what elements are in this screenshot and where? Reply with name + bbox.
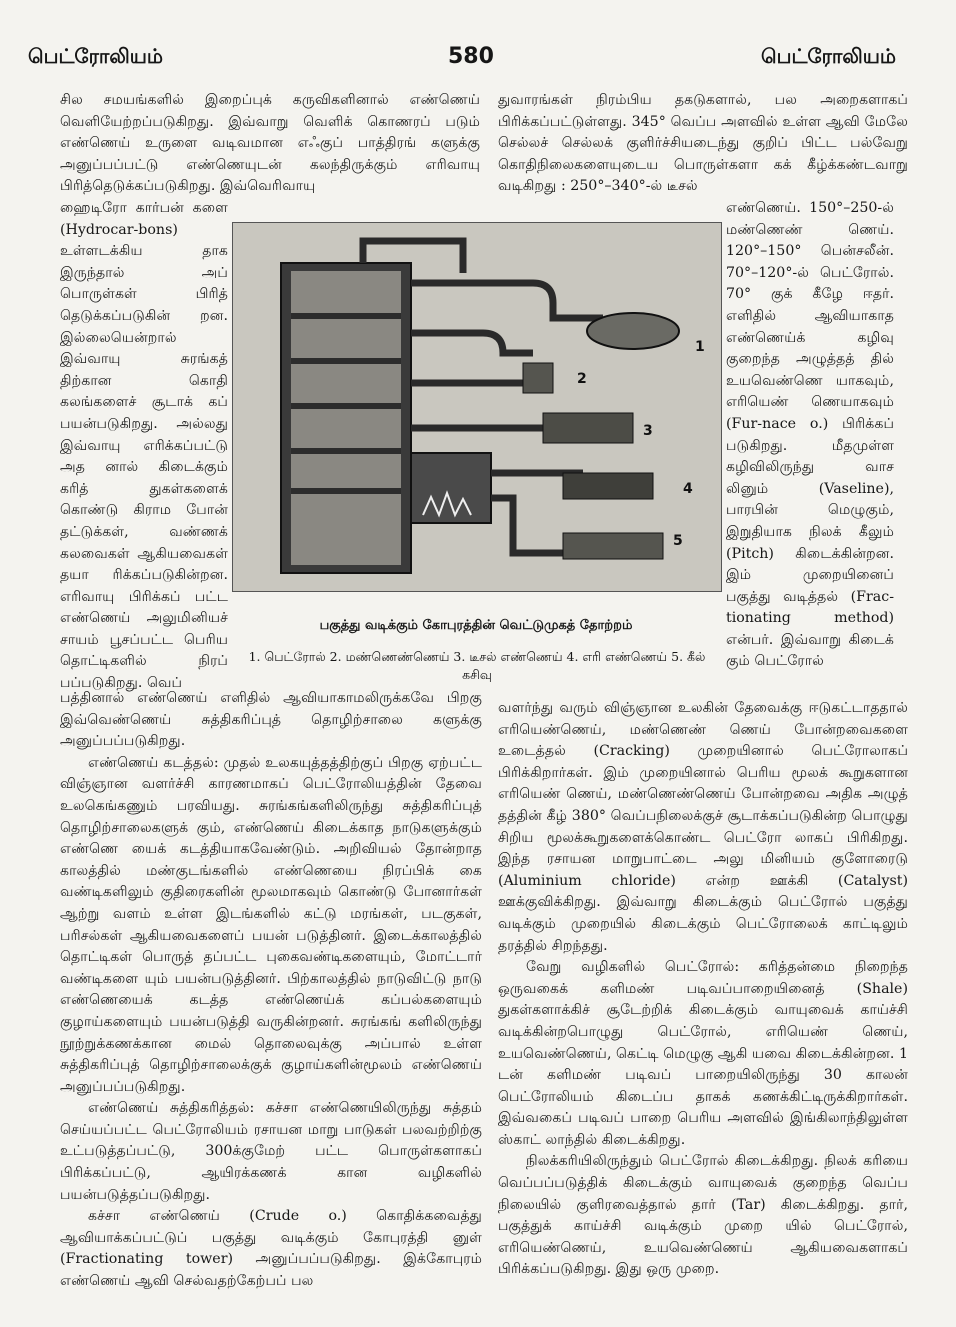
product-5-road — [563, 533, 663, 559]
paragraph: சில சமயங்களில் இறைப்புக் கருவிகளினால் எண்ணெய் வெளியேற்றப்படுகிறது. இவ்வாறு வெளிக் கொணரப் படும் எண்ணெய் உருளை வடிவமான எஃகுப் பாத்திரங் களுக்கு அனுப்பப்பட்டு எண்ணெயுடன் கலந்திருக்கும் எரிவாயு பிரித்தெடுக்கப்படுகிறது. இவ்வெரிவாயு — [60, 92, 480, 195]
paragraph: ஹைடிரோ கார்பன் களை (Hydrocar-bons) உள்ளடக்கிய தாக இருந்தால் அப் பொருள்கள் பிரித் தெடுக்கப்படுகின் றன. இல்லையென்றால் இவ்வாயு சுரங்கத் திற்கான கொதி கலங்களைச் சூடாக் கப் பயன்படுகிறது. அல்லது இவ்வாயு எரிக்கப்பட்டு அத னால் கிடைக்கும் கரித் துகள்களைக் கொண்டு கிராம போன் தட்டுக்கள், வண்ணக் கலவைகள் ஆகியவைகள் தயா ரிக்கப்படுகின்றன. எரிவாயு பிரிக்கப் பட்ட எண்ணெய் அலுமினியச் சாயம் பூசப்பட்ட பெரிய தொட்டிகளில் நிரப் பப்படுகிறது. வெப் — [60, 200, 228, 692]
figure-label-5: 5 — [673, 533, 683, 549]
product-4-train — [563, 473, 653, 499]
furnace — [411, 453, 491, 523]
paragraph: எண்ணெய் கடத்தல்: முதல் உலகயுத்தத்திற்குப் பிறகு ஏற்பட்ட விஞ்ஞான வளர்ச்சி காரணமாகப் பெட்ரோலியத்தின் தேவை உலகெங்கணும் பரவியது. சுரங்கங்களிலிருந்து சுத்திகரிப்புத் தொழிற்சாலைகளுக் கும், எண்ணெய் கிடைக்காத நாடுகளுக்கும் எண்ணெ யைக் கடத்தியாகவேண்டும். அறிவியல் தோன்றாத காலத்தில் மண்குடங்களில் எண்ணெயை நிரப்பிக் கை வண்டிகளிலும் குதிரைகளின் மூலமாகவும் கொண்டு போனார்கள் ஆற்று வளம் உள்ள இடங்களில் கட்டு மரங்கள், படகுகள், பரிசல்கள் ஆகியவைகளைப் பயன் படுத்தினர். இடைக்காலத்தில் தொட்டிகள் பொருத் தப்பட்ட புகைவண்டிகளையும், மோட்டார் வண்டிகளை யும் பயன்படுத்தினர். பிற்காலத்தில் நாடுவிட்டு நாடு எண்ணெயைக் கடத்த எண்ணெய்க் கப்பல்களையும் குழாய்களையும் பயன்படுத்தி வருகின்றனர். சுரங்கங் களிலிருந்து நூற்றுக்கணக்கான மைல் தொலைவுக்கு அப்பால் உள்ள சுத்திகரிப்புத் தொழிற்சாலைக்குக் குழாய்களின்மூலம் எண்ணெய் அனுப்பப்படுகிறது. — [60, 754, 482, 1095]
running-header-right: பெட்ரோலியம் — [761, 44, 896, 68]
tower-illustration — [233, 223, 721, 591]
paragraph: எண்ணெய் சுத்திகரித்தல்: கச்சா எண்ணெயிலிருந்து சுத்தம் செய்யப்பட்ட பெட்ரோலியம் ரசாயன மாறு பாடுகள் பலவற்றிற்கு உட்படுத்தப்பட்டு, 300க்குமேற் பட்ட பொருள்களாகப் பிரிக்கப்பட்டு, ஆயிரக்கணக் கான வழிகளில் பயன்படுத்தப்படுகிறது. — [60, 1100, 482, 1203]
left-wrap-column — [60, 198, 228, 695]
product-1-tank — [587, 313, 679, 349]
page-number: 580 — [448, 44, 494, 69]
figure-label-1: 1 — [695, 339, 705, 355]
right-column-top — [498, 90, 908, 198]
paragraph: வேறு வழிகளில் பெட்ரோல்: கரித்தன்மை நிறைந்த ஒருவகைக் களிமண் படிவப்பாறையினைத் (Shale) துகள்களாக்கிச் சூடேற்றிக் கிடைக்கும் வாயுவைக் காய்ச்சி வடிக்கின்றபொழுது பெட்ரோல், எரியெண் ணெய், உயவெண்ணெய், கெட்டி மெழுகு ஆகி யவை கிடைக்கின்றன. 1 டன் களிமண் படிவப் பாறையிலிருந்து 30 காலன் பெட்ரோலியம் கிடைப்ப தாகக் கணக்கிட்டிருக்கிறார்கள். இவ்வகைப் படிவப் பாறை பெரிய அளவில் இங்கிலாந்திலுள்ள ஸ்காட் லாந்தில் கிடைக்கிறது. — [498, 959, 908, 1148]
running-header-left: பெட்ரோலியம் — [28, 44, 163, 68]
product-2-lamp — [523, 363, 553, 393]
right-wrap-column — [726, 198, 894, 673]
fractionating-tower-figure — [232, 222, 722, 592]
figure-caption-legend: 1. பெட்ரோல் 2. மண்ணெண்ணெய் 3. டீசல் எண்ணெய் 4. எரி எண்ணெய் 5. கீல் கசிவு — [248, 649, 706, 682]
paragraph: பத்தினால் எண்ணெய் எளிதில் ஆவியாகாமலிருக்கவே பிறகு இவ்வெண்ணெய் சுத்திகரிப்புத் தொழிற்சாலை களுக்கு அனுப்பப்படுகிறது. — [60, 690, 482, 750]
right-column-bottom — [498, 698, 908, 1281]
paragraph: எண்ணெய். 150°–250-ல் மண்ணெண் ணெய். 120°–150° பென்சலீன். 70°–120°-ல் பெட்ரோல். 70° குக் கீழே ஈதர். எளிதில் ஆவியாகாத எண்ணெய்க் கழிவு குறைந்த அழுத்தத் தில் உயவெண்ணெ யாகவும், எரியெண் ணெயாகவும் (Fur-nace o.) பிரிக்கப் படுகிறது. மீதமுள்ள கழிவிலிருந்து வாச லினும் (Vaseline), பாரபின் மெழுகும், இறுதியாக நிலக் கீலும் (Pitch) கிடைக்கின்றன. இம் முறையினைப் பகுத்து வடித்தல் (Frac-tionating method) என்பர். இவ்வாறு கிடைக் கும் பெட்ரோல் — [726, 200, 894, 670]
paragraph: கச்சா எண்ணெய் (Crude o.) கொதிக்கவைத்து ஆவியாக்கப்பட்டுப் பகுத்து வடிக்கும் கோபுரத்தி னுள் (Fractionating tower) அனுப்பப்படுகிறது. இக்கோபுரம் எண்ணெய் ஆவி செல்வதற்கேற்பப் பல — [60, 1208, 482, 1290]
figure-caption-title: பகுத்து வடிக்கும் கோபுரத்தின் வெட்டுமுகத் தோற்றம் — [319, 618, 633, 633]
paragraph: நிலக்கரியிலிருந்தும் பெட்ரோல் கிடைக்கிறது. நிலக் கரியை வெப்பப்படுத்திக் கிடைக்கும் வாயுவைக் குறைந்த வெப்ப நிலையில் குளிரவைத்தால் தார் (Tar) கிடைக்கிறது. தார், பகுத்துக் காய்ச்சி வடிக்கும் முறை யில் பெட்ரோல், எரியெண்ணெய், உயவெண்ணெய் ஆகியவைகளாகப் பிரிக்கப்படுகிறது. இது ஒரு முறை. — [498, 1153, 908, 1278]
figure-label-2: 2 — [577, 371, 587, 387]
left-column-top — [60, 90, 480, 198]
paragraph: துவாரங்கள் நிரம்பிய தகடுகளால், பல அறைகளாகப் பிரிக்கப்பட்டுள்ளது. 345° வெப்ப அளவில் உள்ள ஆவி மேலே செல்லச் செல்லக் குளிர்ச்சியடைந்து குறிப் பிட்ட பல்வேறு கொதிநிலைகளையுடைய பொருள்களா கக் கீழ்க்கண்டவாறு வடிகிறது : 250°–340°-ல் டீசல் — [498, 92, 908, 195]
left-column-bottom — [60, 688, 482, 1293]
paragraph: வளர்ந்து வரும் விஞ்ஞான உலகின் தேவைக்கு ஈடுகட்டாததால் எரியெண்ணெய், மண்ணெண் ணெய் போன்றவைகளை உடைத்தல் (Cracking) முறையினால் பெட்ரோலாகப் பிரிக்கிறார்கள். இம் முறையினால் பெரிய மூலக் கூறுகளான எரியெண் ணெய், மண்ணெண்ணெய் போன்றவை அதிக அழுத் தத்தின் கீழ் 380° வெப்பநிலைக்குச் சூடாக்கப்படுகின்ற பொழுது சிறிய மூலக்கூறுகளைக்கொண்ட பெட்ரோ லாகப் பிரிகிறது. இந்த ரசாயன மாறுபாட்டை அலு மினியம் குளோரைடு (Aluminium chloride) என்ற ஊக்கி (Catalyst) ஊக்குவிக்கிறது. இவ்வாறு கிடைக்கும் பெட்ரோல் பகுத்து வடிக்கும் முறையில் கிடைக்கும் பெட்ரோலைக் காட்டிலும் தரத்தில் சிறந்தது. — [498, 700, 908, 954]
product-3-truck — [543, 413, 633, 443]
figure-label-4: 4 — [683, 481, 693, 497]
figure-label-3: 3 — [643, 423, 653, 439]
